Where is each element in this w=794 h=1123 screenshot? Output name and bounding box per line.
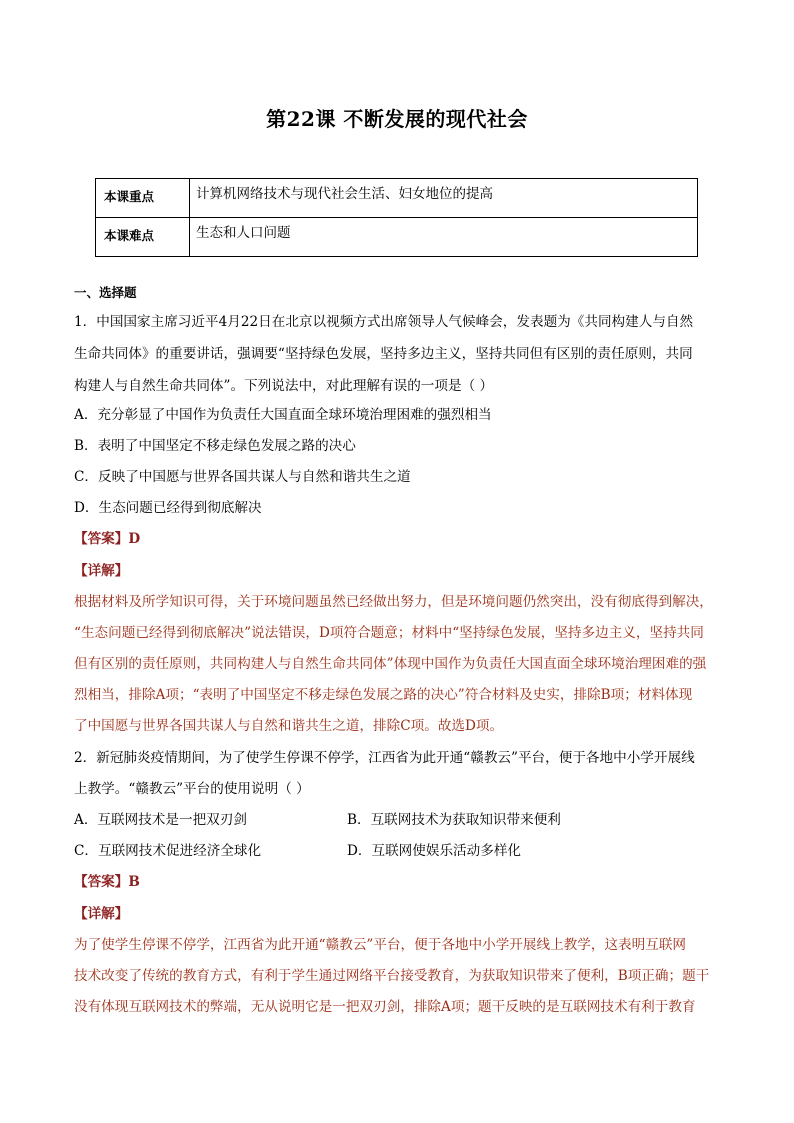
q1-detail-line: 了中国愿与世界各国共谋人与自然和谐共生之道，排除C项。故选D项。 <box>74 718 504 734</box>
q2-options-row-2 <box>74 842 724 860</box>
key-point-label: 本课重点 <box>96 179 190 218</box>
q1-option-d: D．生态问题已经得到彻底解决 <box>74 500 262 516</box>
q2-detail-line: 为了使学生停课不停学，江西省为此开通“赣教云”平台，便于各地中小学开展线上教学，这表明互联网 <box>74 937 687 953</box>
key-point-value: 计算机网络技术与现代社会生活、妇女地位的提高 <box>190 179 698 218</box>
q2-detail-label: 【详解】 <box>74 906 129 922</box>
q2-option-c: C．互联网技术促进经济全球化 <box>74 843 262 859</box>
q2-option-d: D．互联网使娱乐活动多样化 <box>347 843 522 859</box>
q2-stem-line: 上教学。“赣教云”平台的使用说明（ ） <box>74 781 310 797</box>
q1-detail-line: 烈相当，排除A项；“表明了中国坚定不移走绿色发展之路的决心”符合材料及史实，排除B项；材料体现 <box>74 687 693 703</box>
section-title: 一、选择题 <box>74 285 137 300</box>
q1-detail-line: 但有区别的责任原则，共同构建人与自然生命共同体”体现中国作为负责任大国直面全球环境治理困难的强 <box>74 656 707 672</box>
q1-answer: 【答案】D <box>74 531 141 547</box>
q1-stem-line: 生命共同体》的重要讲话，强调要“坚持绿色发展，坚持多边主义，坚持共同但有区别的责任原则，共同 <box>74 346 693 362</box>
q2-detail-line: 没有体现互联网技术的弊端，无从说明它是一把双刃剑，排除A项；题干反映的是互联网技术有利于教育 <box>74 999 696 1015</box>
q2-stem-line: 2．新冠肺炎疫情期间，为了使学生停课不停学，江西省为此开通“赣教云”平台，便于各地中小学开展线 <box>74 750 695 766</box>
q1-option-a: A．充分彰显了中国作为负责任大国直面全球环境治理困难的强烈相当 <box>74 407 492 423</box>
difficulty-value: 生态和人口问题 <box>190 218 698 257</box>
q1-stem-line: 1．中国国家主席习近平4月22日在北京以视频方式出席领导人气候峰会，发表题为《共同构建人与自然 <box>74 314 694 330</box>
q1-detail-line: “生态问题已经得到彻底解决”说法错误，D项符合题意；材料中“坚持绿色发展，坚持多边主义，坚持共同 <box>74 625 704 641</box>
q1-detail-label: 【详解】 <box>74 563 129 579</box>
table-row <box>96 179 698 218</box>
difficulty-label: 本课难点 <box>96 218 190 257</box>
q1-stem-line: 构建人与自然生命共同体”。下列说法中，对此理解有误的一项是（ ） <box>74 378 494 394</box>
lesson-overview-table <box>95 178 698 257</box>
q2-answer: 【答案】B <box>74 874 140 890</box>
q1-detail-line: 根据材料及所学知识可得，关于环境问题虽然已经做出努力，但是环境问题仍然突出，没有彻底得到解决， <box>74 594 713 610</box>
q2-options-row-1 <box>74 811 724 829</box>
table-row <box>96 218 698 257</box>
q2-detail-line: 技术改变了传统的教育方式，有利于学生通过网络平台接受教育，为获取知识带来了便利，B项正确；题干 <box>74 968 710 984</box>
q2-option-b: B．互联网技术为获取知识带来便利 <box>347 812 561 828</box>
page-title: 第22课 不断发展的现代社会 <box>266 107 528 131</box>
q2-option-a: A．互联网技术是一把双刃剑 <box>74 812 247 828</box>
q1-option-b: B．表明了中国坚定不移走绿色发展之路的决心 <box>74 438 356 454</box>
q1-option-c: C．反映了中国愿与世界各国共谋人与自然和谐共生之道 <box>74 469 411 485</box>
